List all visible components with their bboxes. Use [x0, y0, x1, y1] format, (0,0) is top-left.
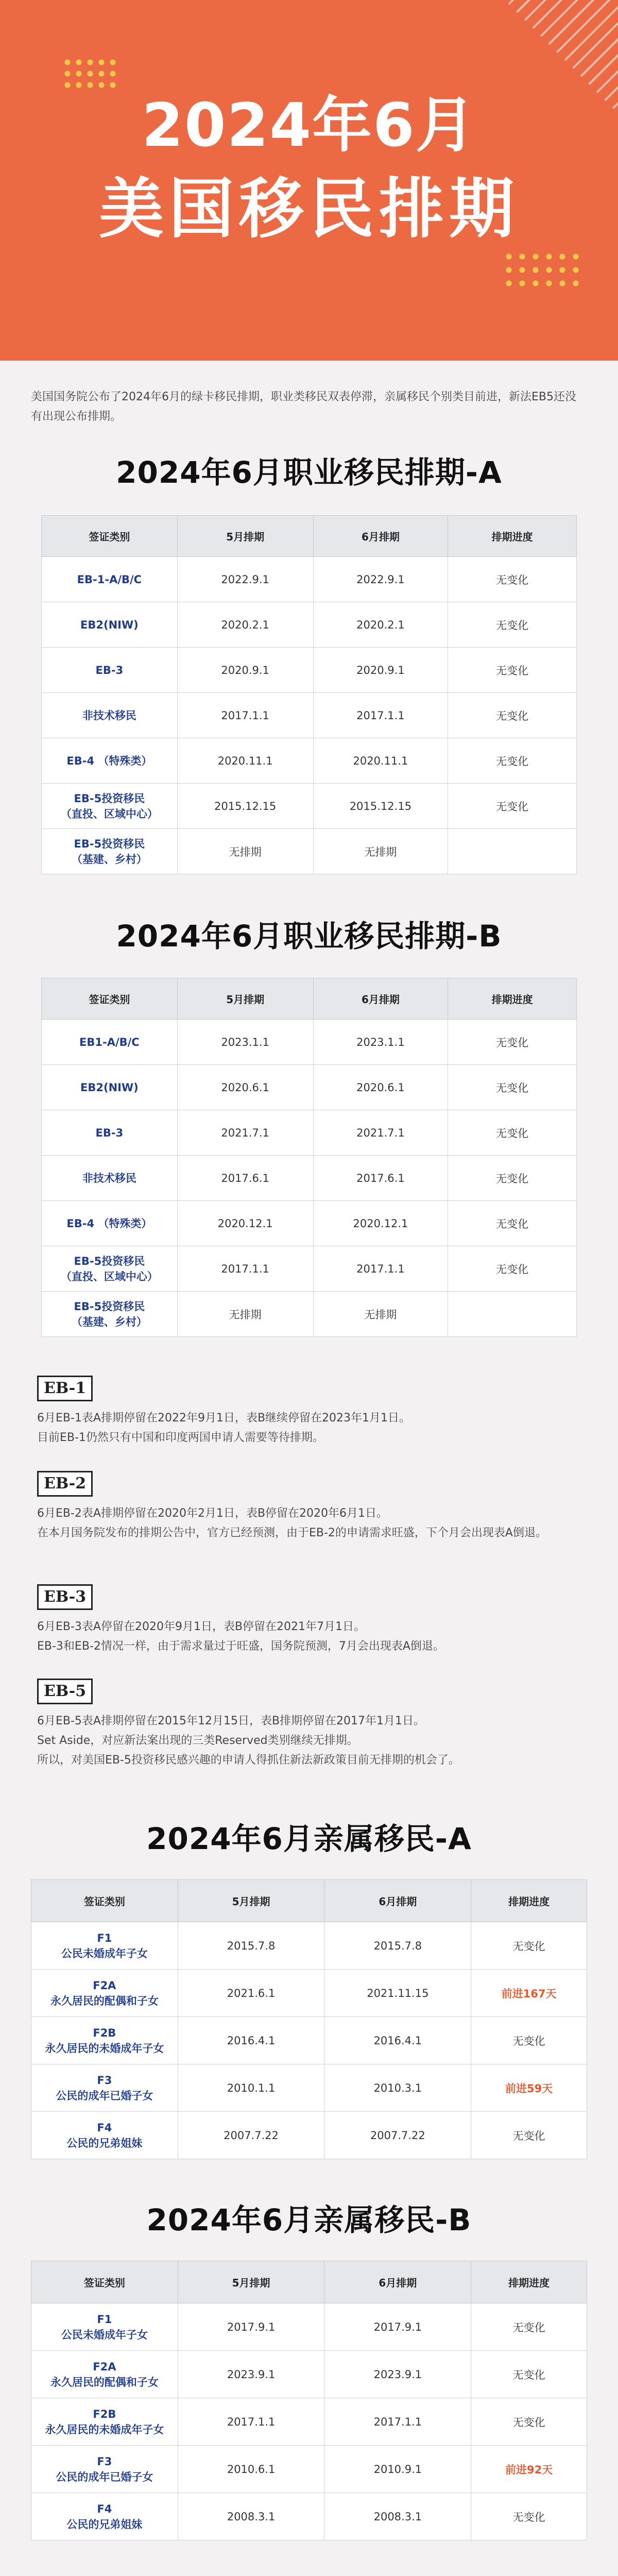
table-row [42, 829, 577, 874]
table-row [31, 2064, 587, 2112]
table-row [42, 1065, 577, 1110]
may-cell: 2020.6.1 [177, 1065, 313, 1110]
category-line: F2B [93, 2408, 116, 2420]
may-cell: 2022.9.1 [177, 557, 313, 602]
may-cell: 2017.1.1 [177, 1246, 313, 1292]
section-title-employment-b: 2024年6月职业移民排期-B [116, 919, 502, 954]
category-cell: EB-3 [42, 1110, 178, 1156]
jun-cell: 2022.9.1 [313, 557, 448, 602]
category-line: EB-5投资移民 [74, 1255, 145, 1267]
category-line: F2A [93, 2360, 116, 2373]
category-subline: （直投、区域中心） [60, 807, 158, 820]
progress-cell: 无变化 [471, 2303, 587, 2351]
note-tag: EB-1 [37, 1376, 93, 1401]
category-cell [31, 1922, 178, 1970]
table-row [42, 1156, 577, 1201]
category-subline: 永久居民的未婚成年子女 [45, 2042, 164, 2055]
progress-cell: 无变化 [448, 1065, 577, 1110]
progress-cell: 无变化 [471, 2493, 587, 2540]
category-cell [31, 1970, 178, 2017]
progress-cell: 无变化 [448, 738, 577, 784]
table-header-row [42, 978, 577, 1020]
progress-cell: 前进167天 [471, 1970, 587, 2017]
jun-cell: 2020.12.1 [313, 1201, 448, 1246]
progress-cell: 无变化 [448, 1110, 577, 1156]
note-tag: EB-2 [37, 1471, 93, 1497]
category-line: EB-5投资移民 [74, 1300, 145, 1313]
progress-cell [448, 1292, 577, 1337]
jun-cell: 2017.9.1 [324, 2303, 471, 2351]
jun-cell: 2017.1.1 [313, 1246, 448, 1292]
category-line: F3 [97, 2074, 112, 2087]
category-subline: 永久居民的未婚成年子女 [45, 2423, 164, 2436]
category-cell [31, 2303, 178, 2351]
note-tag: EB-3 [37, 1584, 93, 1610]
column-header: 签证类别 [42, 978, 178, 1020]
category-cell [42, 829, 178, 874]
jun-cell: 2020.2.1 [313, 602, 448, 648]
category-cell [31, 2064, 178, 2112]
column-header: 排期进度 [471, 2261, 587, 2303]
column-header: 签证类别 [42, 516, 178, 557]
employment-table-a [41, 515, 577, 874]
section-title-employment-a: 2024年6月职业移民排期-A [116, 455, 502, 490]
column-header: 签证类别 [31, 2261, 178, 2303]
category-subline: 公民的成年已婚子女 [56, 2470, 153, 2483]
jun-cell: 2021.11.15 [324, 1970, 471, 2017]
category-cell [31, 2398, 178, 2446]
category-subline: 公民未婚成年子女 [61, 2328, 148, 2341]
may-cell: 2017.1.1 [178, 2398, 324, 2446]
category-cell: EB-4 （特殊类） [42, 738, 178, 784]
progress-cell: 无变化 [448, 693, 577, 738]
table-header-row [31, 2261, 587, 2303]
progress-cell: 无变化 [471, 1922, 587, 1970]
jun-cell: 2016.4.1 [324, 2017, 471, 2064]
note-text: EB-3和EB-2情况一样，由于需求量过于旺盛，国务院预测，7月会出现表A倒退。 [37, 1640, 444, 1653]
may-cell: 2023.9.1 [178, 2351, 324, 2398]
category-subline: 永久居民的配偶和子女 [50, 1994, 159, 2007]
category-cell [31, 2112, 178, 2159]
table-row [31, 2446, 587, 2493]
jun-cell: 2023.9.1 [324, 2351, 471, 2398]
jun-cell: 2023.1.1 [313, 1020, 448, 1065]
may-cell: 2008.3.1 [178, 2493, 324, 2540]
category-line: EB-5投资移民 [74, 792, 145, 805]
table-row [42, 1110, 577, 1156]
note-eb5 [37, 1679, 583, 1770]
jun-cell: 2020.9.1 [313, 648, 448, 693]
note-eb1 [37, 1376, 583, 1448]
table-row [42, 557, 577, 602]
may-cell: 2007.7.22 [178, 2112, 324, 2159]
category-cell: EB1-A/B/C [42, 1020, 178, 1065]
may-cell: 2010.1.1 [178, 2064, 324, 2112]
column-header: 6月排期 [313, 978, 448, 1020]
category-line: F3 [97, 2455, 112, 2468]
category-subline: （基建、乡村） [71, 853, 147, 866]
may-cell: 2020.2.1 [177, 602, 313, 648]
note-text: 6月EB-1表A排期停留在2022年9月1日，表B继续停留在2023年1月1日。 [37, 1412, 411, 1425]
table-row [31, 2351, 587, 2398]
may-cell: 2015.7.8 [178, 1922, 324, 1970]
hero-title-line1: 2024年6月 [142, 91, 476, 160]
category-subline: 公民的兄弟姐妹 [66, 2518, 143, 2531]
family-table-a [31, 1879, 587, 2159]
table-row [31, 1922, 587, 1970]
jun-cell: 2020.6.1 [313, 1065, 448, 1110]
table-header [31, 1880, 587, 1922]
category-cell [31, 2351, 178, 2398]
may-cell: 2020.9.1 [177, 648, 313, 693]
category-subline: 永久居民的配偶和子女 [50, 2376, 159, 2388]
may-cell: 2021.6.1 [178, 1970, 324, 2017]
column-header: 排期进度 [448, 516, 577, 557]
decorative-dots [502, 250, 579, 291]
progress-cell: 无变化 [448, 648, 577, 693]
progress-cell: 无变化 [471, 2398, 587, 2446]
category-cell [42, 1292, 178, 1337]
table-header-row [42, 516, 577, 557]
may-cell: 2021.7.1 [177, 1110, 313, 1156]
category-subline: 公民未婚成年子女 [61, 1947, 148, 1960]
note-text: 6月EB-3表A停留在2020年9月1日，表B停留在2021年7月1日。 [37, 1620, 366, 1633]
may-cell: 2017.6.1 [177, 1156, 313, 1201]
progress-cell: 无变化 [471, 2017, 587, 2064]
may-cell: 2020.12.1 [177, 1201, 313, 1246]
note-text: 目前EB-1仍然只有中国和印度两国申请人需要等待排期。 [37, 1431, 324, 1444]
jun-cell: 2015.12.15 [313, 784, 448, 829]
table-row [31, 2303, 587, 2351]
family-table-b [31, 2261, 587, 2540]
progress-cell: 前进59天 [471, 2064, 587, 2112]
may-cell: 2017.1.1 [177, 693, 313, 738]
category-cell: EB2(NIW) [42, 602, 178, 648]
hero-title-line2: 美国移民排期 [99, 171, 519, 247]
hero-banner [0, 0, 618, 361]
jun-cell: 2007.7.22 [324, 2112, 471, 2159]
may-cell: 无排期 [177, 1292, 313, 1337]
column-header: 6月排期 [324, 2261, 471, 2303]
may-cell: 2010.6.1 [178, 2446, 324, 2493]
progress-cell [448, 829, 577, 874]
category-cell: EB-1-A/B/C [42, 557, 178, 602]
table-row [31, 2112, 587, 2159]
category-line: F2B [93, 2026, 116, 2039]
note-text: 在本月国务院发布的排期公告中，官方已经预测，由于EB-2的申请需求旺盛，下个月会出现表A倒退。 [37, 1527, 547, 1539]
table-header [42, 516, 577, 557]
category-cell [31, 2017, 178, 2064]
category-line: F2A [93, 1979, 116, 1992]
jun-cell: 2021.7.1 [313, 1110, 448, 1156]
column-header: 5月排期 [177, 978, 313, 1020]
category-line: EB-5投资移民 [74, 837, 145, 850]
jun-cell: 2010.9.1 [324, 2446, 471, 2493]
may-cell: 2017.9.1 [178, 2303, 324, 2351]
may-cell: 2016.4.1 [178, 2017, 324, 2064]
category-line: F4 [97, 2121, 112, 2134]
category-cell [31, 2446, 178, 2493]
table-row [31, 2493, 587, 2540]
jun-cell: 2020.11.1 [313, 738, 448, 784]
category-cell [42, 784, 178, 829]
progress-cell: 无变化 [448, 557, 577, 602]
table-row [42, 648, 577, 693]
column-header: 5月排期 [178, 1880, 324, 1922]
category-cell: EB-4 （特殊类） [42, 1201, 178, 1246]
section-title-family-a: 2024年6月亲属移民-A [146, 1821, 472, 1856]
column-header: 6月排期 [324, 1880, 471, 1922]
table-row [31, 1970, 587, 2017]
jun-cell: 2017.1.1 [313, 693, 448, 738]
table-row [42, 693, 577, 738]
note-eb3 [37, 1584, 583, 1656]
category-cell [31, 2493, 178, 2540]
progress-cell: 无变化 [448, 784, 577, 829]
category-cell: 非技术移民 [42, 1156, 178, 1201]
progress-cell: 无变化 [448, 1020, 577, 1065]
may-cell: 无排期 [177, 829, 313, 874]
jun-cell: 无排期 [313, 1292, 448, 1337]
table-row [31, 2398, 587, 2446]
category-cell [42, 1246, 178, 1292]
progress-cell: 无变化 [448, 1201, 577, 1246]
table-row [42, 1246, 577, 1292]
table-row [42, 784, 577, 829]
note-text: Set Aside，对应新法案出现的三类Reserved类别继续无排期。 [37, 1734, 358, 1747]
table-row [42, 602, 577, 648]
jun-cell: 2010.3.1 [324, 2064, 471, 2112]
category-subline: 公民的成年已婚子女 [56, 2089, 153, 2102]
may-cell: 2020.11.1 [177, 738, 313, 784]
progress-cell: 无变化 [471, 2351, 587, 2398]
progress-cell: 无变化 [448, 1156, 577, 1201]
column-header: 排期进度 [471, 1880, 587, 1922]
may-cell: 2023.1.1 [177, 1020, 313, 1065]
table-header-row [31, 1880, 587, 1922]
note-tag: EB-5 [37, 1679, 93, 1704]
table-row [42, 1201, 577, 1246]
note-eb2 [37, 1471, 583, 1543]
intro-paragraph: 美国国务院公布了2024年6月的绿卡移民排期，职业类移民双表停滞，亲属移民个别类目前进，新法EB5还没有出现公布排期。 [31, 391, 576, 423]
jun-cell: 2017.1.1 [324, 2398, 471, 2446]
category-line: F1 [97, 2313, 112, 2326]
category-cell: 非技术移民 [42, 693, 178, 738]
table-header [42, 978, 577, 1020]
jun-cell: 无排期 [313, 829, 448, 874]
column-header: 签证类别 [31, 1880, 178, 1922]
jun-cell: 2015.7.8 [324, 1922, 471, 1970]
column-header: 6月排期 [313, 516, 448, 557]
category-cell: EB-3 [42, 648, 178, 693]
progress-cell: 无变化 [471, 2112, 587, 2159]
table-row [42, 1292, 577, 1337]
column-header: 5月排期 [177, 516, 313, 557]
may-cell: 2015.12.15 [177, 784, 313, 829]
category-cell: EB2(NIW) [42, 1065, 178, 1110]
table-row [42, 1020, 577, 1065]
column-header: 排期进度 [448, 978, 577, 1020]
column-header: 5月排期 [178, 2261, 324, 2303]
table-header [31, 2261, 587, 2303]
progress-cell: 前进92天 [471, 2446, 587, 2493]
progress-cell: 无变化 [448, 602, 577, 648]
category-subline: （基建、乡村） [71, 1315, 147, 1328]
note-text: 6月EB-5表A排期停留在2015年12月15日，表B排期停留在2017年1月1日。 [37, 1715, 425, 1727]
table-row [42, 738, 577, 784]
category-subline: 公民的兄弟姐妹 [66, 2137, 143, 2149]
category-line: F1 [97, 1931, 112, 1944]
note-text: 6月EB-2表A排期停留在2020年2月1日，表B停留在2020年6月1日。 [37, 1507, 388, 1520]
jun-cell: 2017.6.1 [313, 1156, 448, 1201]
table-row [31, 2017, 587, 2064]
jun-cell: 2008.3.1 [324, 2493, 471, 2540]
category-line: F4 [97, 2502, 112, 2515]
employment-table-b [41, 978, 577, 1337]
section-title-family-b: 2024年6月亲属移民-B [146, 2202, 472, 2238]
note-text: 所以，对美国EB-5投资移民感兴趣的申请人得抓住新法新政策目前无排期的机会了。 [37, 1754, 460, 1767]
category-subline: （直投、区域中心） [60, 1270, 158, 1283]
progress-cell: 无变化 [448, 1246, 577, 1292]
